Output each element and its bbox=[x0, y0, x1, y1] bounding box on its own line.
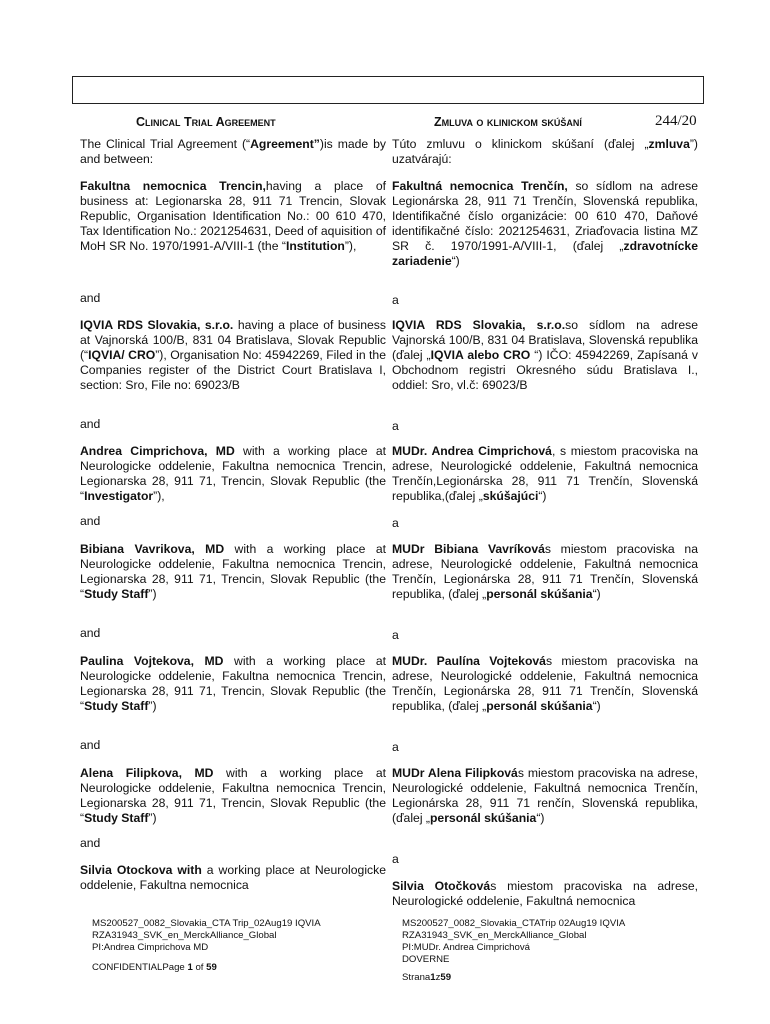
left-and-5: and bbox=[80, 738, 101, 752]
left-intro: The Clinical Trial Agreement (“Agreement”)is made by and between: bbox=[80, 137, 386, 166]
header-box bbox=[72, 76, 704, 104]
left-footer: MS200527_0082_Slovakia_CTA Trip_02Aug19 IQVIA RZA31943_SVK_en_MerckAlliance_Global PI:Andrea Cimprichova MD bbox=[92, 918, 321, 953]
right-and-1: a bbox=[392, 293, 399, 307]
left-institution: Fakultna nemocnica Trencin,having a place of business at: Legionarska 28, 911 71 Trencin, Slovak Republic, Organisation Identification No.: 00 610 470, Tax Identification No.: 2021254631, Deed of aquisition of MoH SR No. 1970/1991-A/VIII-1 (the “Institution”), bbox=[80, 179, 386, 253]
left-and-3: and bbox=[80, 514, 101, 528]
left-and-6: and bbox=[80, 836, 101, 850]
left-staff-1: Bibiana Vavrikova, MD with a working place at Neurologicke oddelenie, Fakultna nemocnica Trencin, Legionarska 28, 911 71, Trencin, Slovak Republic (the “Study Staff”) bbox=[80, 542, 386, 601]
document-number: 244/20 bbox=[655, 113, 697, 129]
right-and-3: a bbox=[392, 516, 399, 530]
right-and-5: a bbox=[392, 740, 399, 754]
left-and-1: and bbox=[80, 291, 101, 305]
right-staff-4: Silvia Otočkovás miestom pracoviska na adrese, Neurologické oddelenie, Fakultná nemocnica bbox=[392, 879, 698, 908]
right-intro: Túto zmluvu o klinickom skúšaní (ďalej „zmluva”) uzatvárajú: bbox=[392, 137, 698, 166]
left-cro: IQVIA RDS Slovakia, s.r.o. having a place of business at Vajnorská 100/B, 831 04 Bratislava, Slovak Republic (“IQVIA/ CRO”), Organisation No: 45942269, Filed in the Companies register of the District Court Bratislava I, section: Sro, File no: 69023/B bbox=[80, 318, 386, 392]
right-and-4: a bbox=[392, 628, 399, 642]
right-institution: Fakultná nemocnica Trenčín, so sídlom na adrese Legionárska 28, 911 71 Trenčín, Slovenská republika, Identifikačné číslo organizácie: 00 610 470, Daňové identifikačné číslo: 2021254631, Zriaďovacia listina MZ SR č. 1970/1991-A/VIII-1, (ďalej „zdravotnícke zariadenie“) bbox=[392, 179, 698, 268]
left-and-4: and bbox=[80, 626, 101, 640]
left-staff-2: Paulina Vojtekova, MD with a working place at Neurologicke oddelenie, Fakultna nemocnica Trencin, Legionarska 28, 911 71, Trencin, Slovak Republic (the “Study Staff”) bbox=[80, 654, 386, 713]
right-staff-2: MUDr. Paulína Vojtekovás miestom pracoviska na adrese, Neurologické oddelenie, Fakultná nemocnica Trenčín, Legionárska 28, 911 71 Trenčín, Slovenská republika, (ďalej „personál skúšania“) bbox=[392, 654, 698, 713]
right-footer: MS200527_0082_Slovakia_CTATrip 02Aug19 IQVIA RZA31943_SVK_en_MerckAlliance_Global PI:MUDr. Andrea Cimprichová DOVERNE bbox=[402, 918, 626, 965]
right-investigator: MUDr. Andrea Cimprichová, s miestom pracoviska na adrese, Neurologické oddelenie, Fakultná nemocnica Trenčín,Legionárska 28, 911 71 Trenčín, Slovenská republika,(ďalej „skúšajúci“) bbox=[392, 444, 698, 503]
right-staff-3: MUDr Alena Filipkovás miestom pracoviska na adrese, Neurologické oddelenie, Fakultná nemocnica Trenčín, Legionárska 28, 911 71 renčín, Slovenská republika, (ďalej „personál skúšania“) bbox=[392, 766, 698, 825]
right-and-6: a bbox=[392, 852, 399, 866]
left-title: Clinical Trial Agreement bbox=[136, 115, 276, 129]
left-page-number: CONFIDENTIALPage 1 of 59 bbox=[92, 962, 217, 973]
left-staff-4: Silvia Otockova with a working place at Neurologicke oddelenie, Fakultna nemocnica bbox=[80, 863, 386, 892]
right-title: Zmluva o klinickom skúšaní bbox=[434, 115, 582, 129]
right-and-2: a bbox=[392, 419, 399, 433]
right-staff-1: MUDr Bibiana Vavríkovás miestom pracoviska na adrese, Neurologické oddelenie, Fakultná nemocnica Trenčín, Legionárska 28, 911 71 Trenčín, Slovenská republika, (ďalej „personál skúšania“) bbox=[392, 542, 698, 601]
left-and-2: and bbox=[80, 417, 101, 431]
left-investigator: Andrea Cimprichova, MD with a working place at Neurologicke oddelenie, Fakultna nemocnica Trencin, Legionarska 28, 911 71, Trencin, Slovak Republic (the “Investigator”), bbox=[80, 444, 386, 503]
right-cro: IQVIA RDS Slovakia, s.r.o.so sídlom na adrese Vajnorská 100/B, 831 04 Bratislava, Slovenská republika (ďalej „IQVIA alebo CRO “) IČO: 45942269, Zapísaná v Obchodnom registri Okresného súdu Bratislava I., oddiel: Sro, vl.č: 69023/B bbox=[392, 318, 699, 392]
right-page-number: Strana1z59 bbox=[402, 972, 452, 983]
left-staff-3: Alena Filipkova, MD with a working place at Neurologicke oddelenie, Fakultna nemocnica Trencin, Legionarska 28, 911 71, Trencin, Slovak Republic (the “Study Staff”) bbox=[80, 766, 386, 825]
